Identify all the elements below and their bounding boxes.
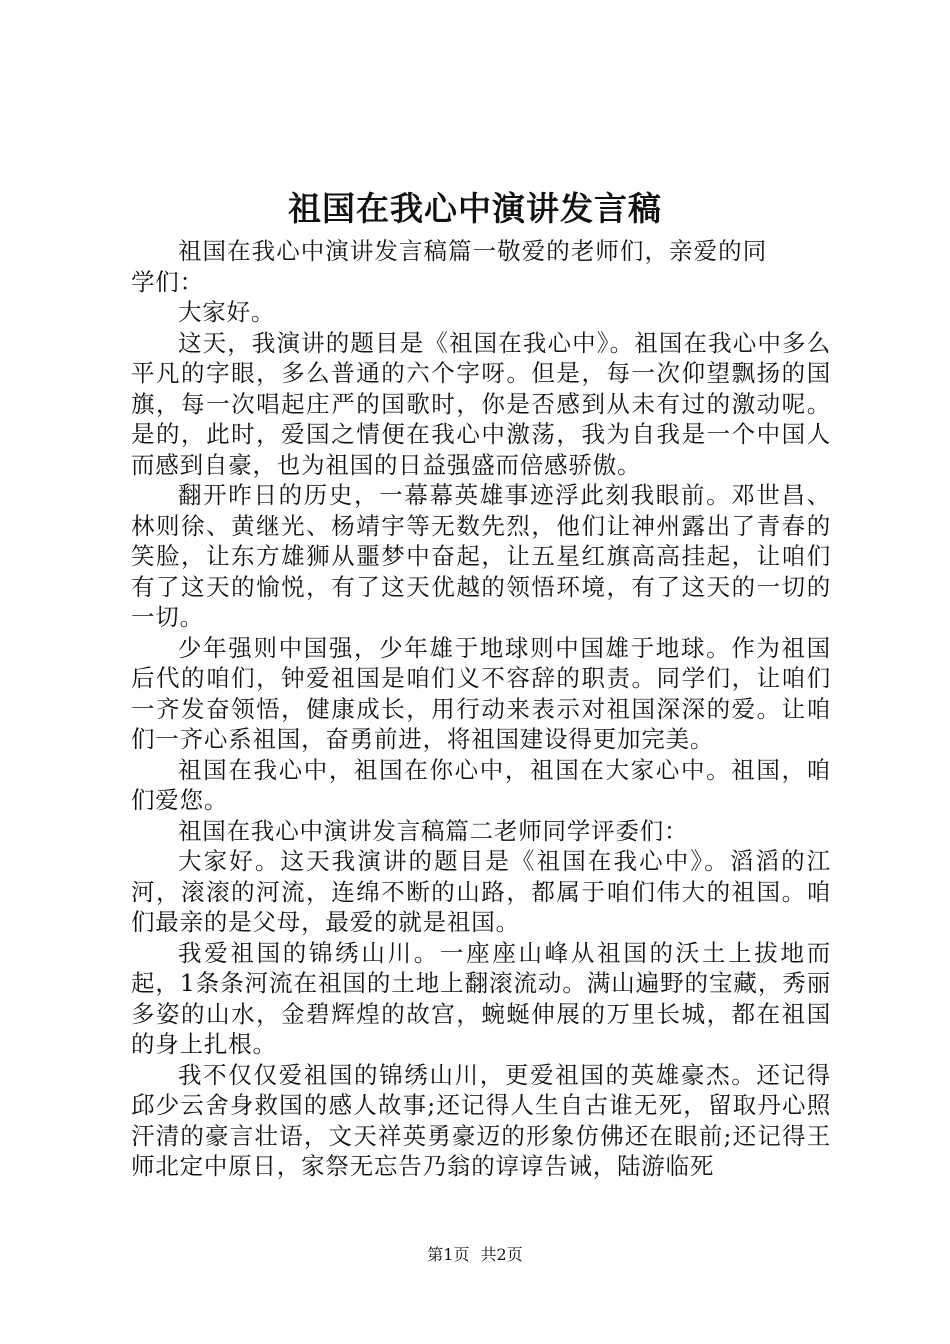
paragraph-10: 我不仅仅爱祖国的锦绣山川，更爱祖国的英雄豪杰。还记得邱少云舍身救国的感人故事;还记得人生自古谁无死，留取丹心照汗清的豪言壮语，文天祥英勇豪迈的形象仿佛还在眼前;还记得王师北定中原日，家祭无忘告乃翁的谆谆告诫，陆游临死	[131, 1060, 831, 1180]
page-number: 第1页	[427, 1245, 470, 1264]
paragraph-2: 大家好。	[178, 298, 276, 326]
paragraph-9: 我爱祖国的锦绣山川。一座座山峰从祖国的沃土上拔地而起，1条条河流在祖国的土地上翻滚流动。满山遍野的宝藏，秀丽多姿的山水，金碧辉煌的故宫，蜿蜒伸展的万里长城，都在祖国的身上扎根。	[131, 938, 831, 1058]
paragraph-3: 这天，我演讲的题目是《祖国在我心中》。祖国在我心中多么平凡的字眼，多么普通的六个字呀。但是，每一次仰望飘扬的国旗，每一次唱起庄严的国歌时，你是否感到从未有过的激动呢。是的，此时，爱国之情便在我心中激荡，我为自我是一个中国人而感到自豪，也为祖国的日益强盛而倍感骄傲。	[131, 328, 831, 479]
paragraph-5: 少年强则中国强，少年雄于地球则中国雄于地球。作为祖国后代的咱们，钟爱祖国是咱们义不容辞的职责。同学们，让咱们一齐发奋领悟，健康成长，用行动来表示对祖国深深的爱。让咱们一齐心系祖国，奋勇前进，将祖国建设得更加完美。	[131, 633, 831, 753]
page-footer	[0, 1244, 950, 1266]
page-total: 共2页	[480, 1245, 523, 1264]
paragraph-4: 翻开昨日的历史，一幕幕英雄事迹浮此刻我眼前。邓世昌、林则徐、黄继光、杨靖宇等无数先烈，他们让神州露出了青春的笑脸，让东方雄狮从噩梦中奋起，让五星红旗高高挂起，让咱们有了这天的愉悦，有了这天优越的领悟环境，有了这天的一切的一切。	[131, 481, 831, 631]
paragraph-7: 祖国在我心中演讲发言稿篇二老师同学评委们：	[178, 816, 689, 845]
page-title: 祖国在我心中演讲发言稿	[288, 189, 662, 228]
paragraph-1: 祖国在我心中演讲发言稿篇一敬爱的老师们，亲爱的同学们：	[131, 237, 767, 296]
document-body	[131, 236, 831, 1182]
paragraph-6: 祖国在我心中，祖国在你心中，祖国在大家心中。祖国，咱们爱您。	[131, 755, 831, 814]
paragraph-8: 大家好。这天我演讲的题目是《祖国在我心中》。滔滔的江河，滚滚的河流，连绵不断的山路，都属于咱们伟大的祖国。咱们最亲的是父母，最爱的就是祖国。	[131, 847, 831, 936]
